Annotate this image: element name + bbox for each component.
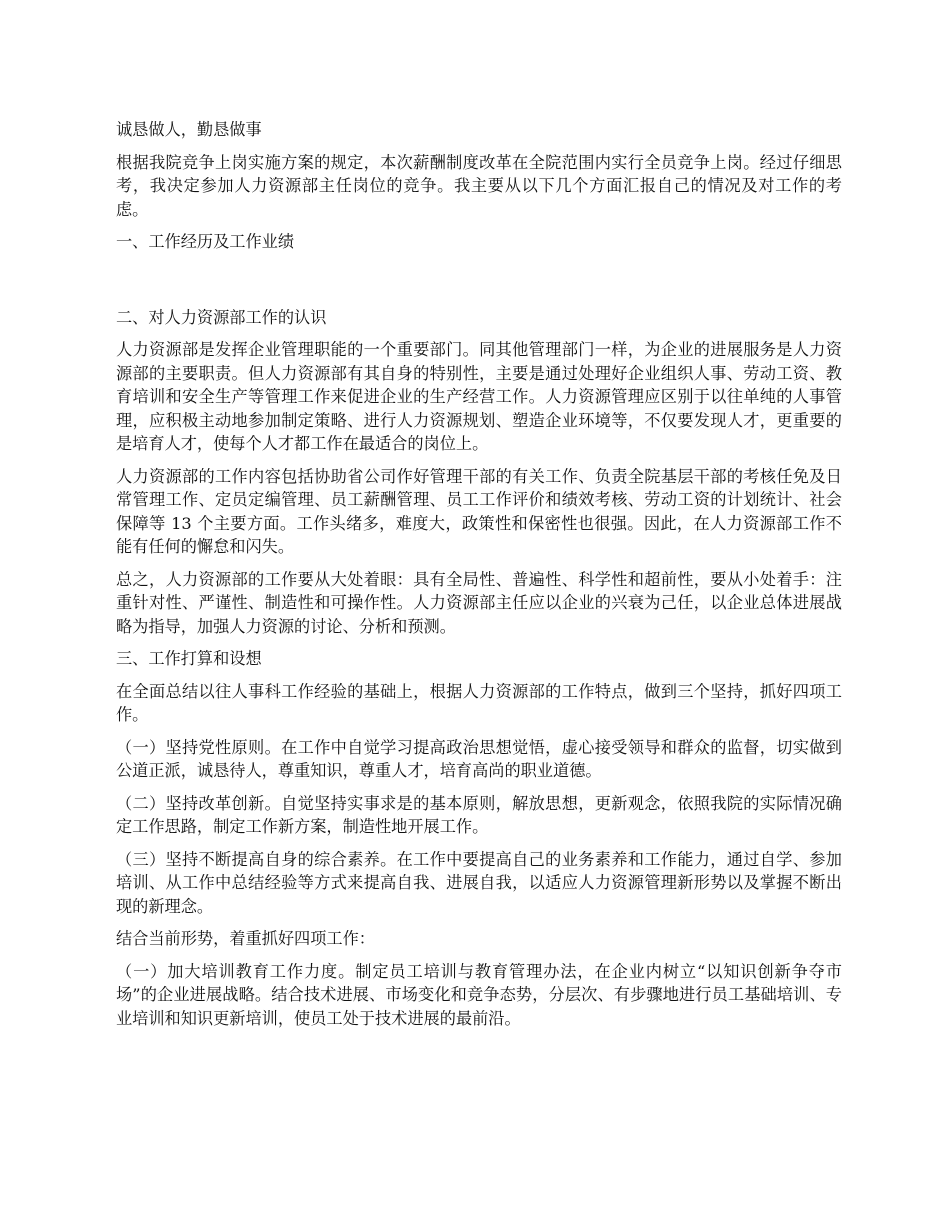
intro-paragraph: 根据我院竞争上岗实施方案的规定，本次薪酬制度改革在全院范围内实行全员竞争上岗。经过仔细思考，我决定参加人力资源部主任岗位的竞争。我主要从以下几个方面汇报自己的情况及对工作的考虑。 xyxy=(116,152,842,219)
blank-space xyxy=(116,263,842,306)
section-3-paragraph-1: 在全面总结以往人事科工作经验的基础上，根据人力资源部的工作特点，做到三个坚持，抓好四项工作。 xyxy=(116,681,842,724)
section-3-paragraph-4: （三）坚持不断提高自身的综合素养。在工作中要提高自己的业务素养和工作能力，通过自学、参加培训、从工作中总结经验等方式来提高自我、进展自我，以适应人力资源管理新形势以及掌握不断出现的新理念。 xyxy=(116,849,842,916)
section-2-paragraph-1: 人力资源部是发挥企业管理职能的一个重要部门。同其他管理部门一样，为企业的进展服务是人力资源部的主要职责。但人力资源部有其自身的特别性，主要是通过处理好企业组织人事、劳动工资、教育培训和安全生产等管理工作来促进企业的生产经营工作。人力资源管理应区别于以往单纯的人事管理，应积极主动地参加制定策略、进行人力资源规划、塑造企业环境等，不仅要发现人才，更重要的是培育人才，使每个人才都工作在最适合的岗位上。 xyxy=(116,340,842,453)
section-2-paragraph-2: 人力资源部的工作内容包括协助省公司作好管理干部的有关工作、负责全院基层干部的考核任免及日常管理工作、定员定编管理、员工薪酬管理、员工工作评价和绩效考核、劳动工资的计划统计、社会保障等 13 个主要方面。工作头绪多，难度大，政策性和保密性也很强。因此，在人力资源部工作不能有任何的懈怠和闪失。 xyxy=(116,466,842,556)
document-title: 诚恳做人，勤恳做事 xyxy=(116,120,262,139)
section-3-paragraph-3: （二）坚持改革创新。自觉坚持实事求是的基本原则，解放思想，更新观念，依照我院的实际情况确定工作思路，制定工作新方案，制造性地开展工作。 xyxy=(116,793,842,836)
section-3-heading: 三、工作打算和设想 xyxy=(116,649,262,668)
section-3-paragraph-2: （一）坚持党性原则。在工作中自觉学习提高政治思想觉悟，虚心接受领导和群众的监督，切实做到公道正派，诚恳待人，尊重知识，尊重人才，培育高尚的职业道德。 xyxy=(116,737,842,780)
section-2-heading: 二、对人力资源部工作的认识 xyxy=(116,307,327,327)
section-3-paragraph-6: （一）加大培训教育工作力度。制定员工培训与教育管理办法，在企业内树立“以知识创新争夺市场”的企业进展战略。结合技术进展、市场变化和竞争态势，分层次、有步骤地进行员工基础培训、专业培训和知识更新培训，使员工处于技术进展的最前沿。 xyxy=(116,961,842,1028)
section-3-paragraph-5: 结合当前形势，着重抓好四项工作： xyxy=(116,929,375,948)
section-2-paragraph-3: 总之，人力资源部的工作要从大处着眼：具有全局性、普遍性、科学性和超前性，要从小处着手：注重针对性、严谨性、制造性和可操作性。人力资源部主任应以企业的兴衰为己任，以企业总体进展战略为指导，加强人力资源的讨论、分析和预测。 xyxy=(116,569,842,636)
document-page xyxy=(116,118,842,1039)
section-1-heading: 一、工作经历及工作业绩 xyxy=(116,232,295,251)
